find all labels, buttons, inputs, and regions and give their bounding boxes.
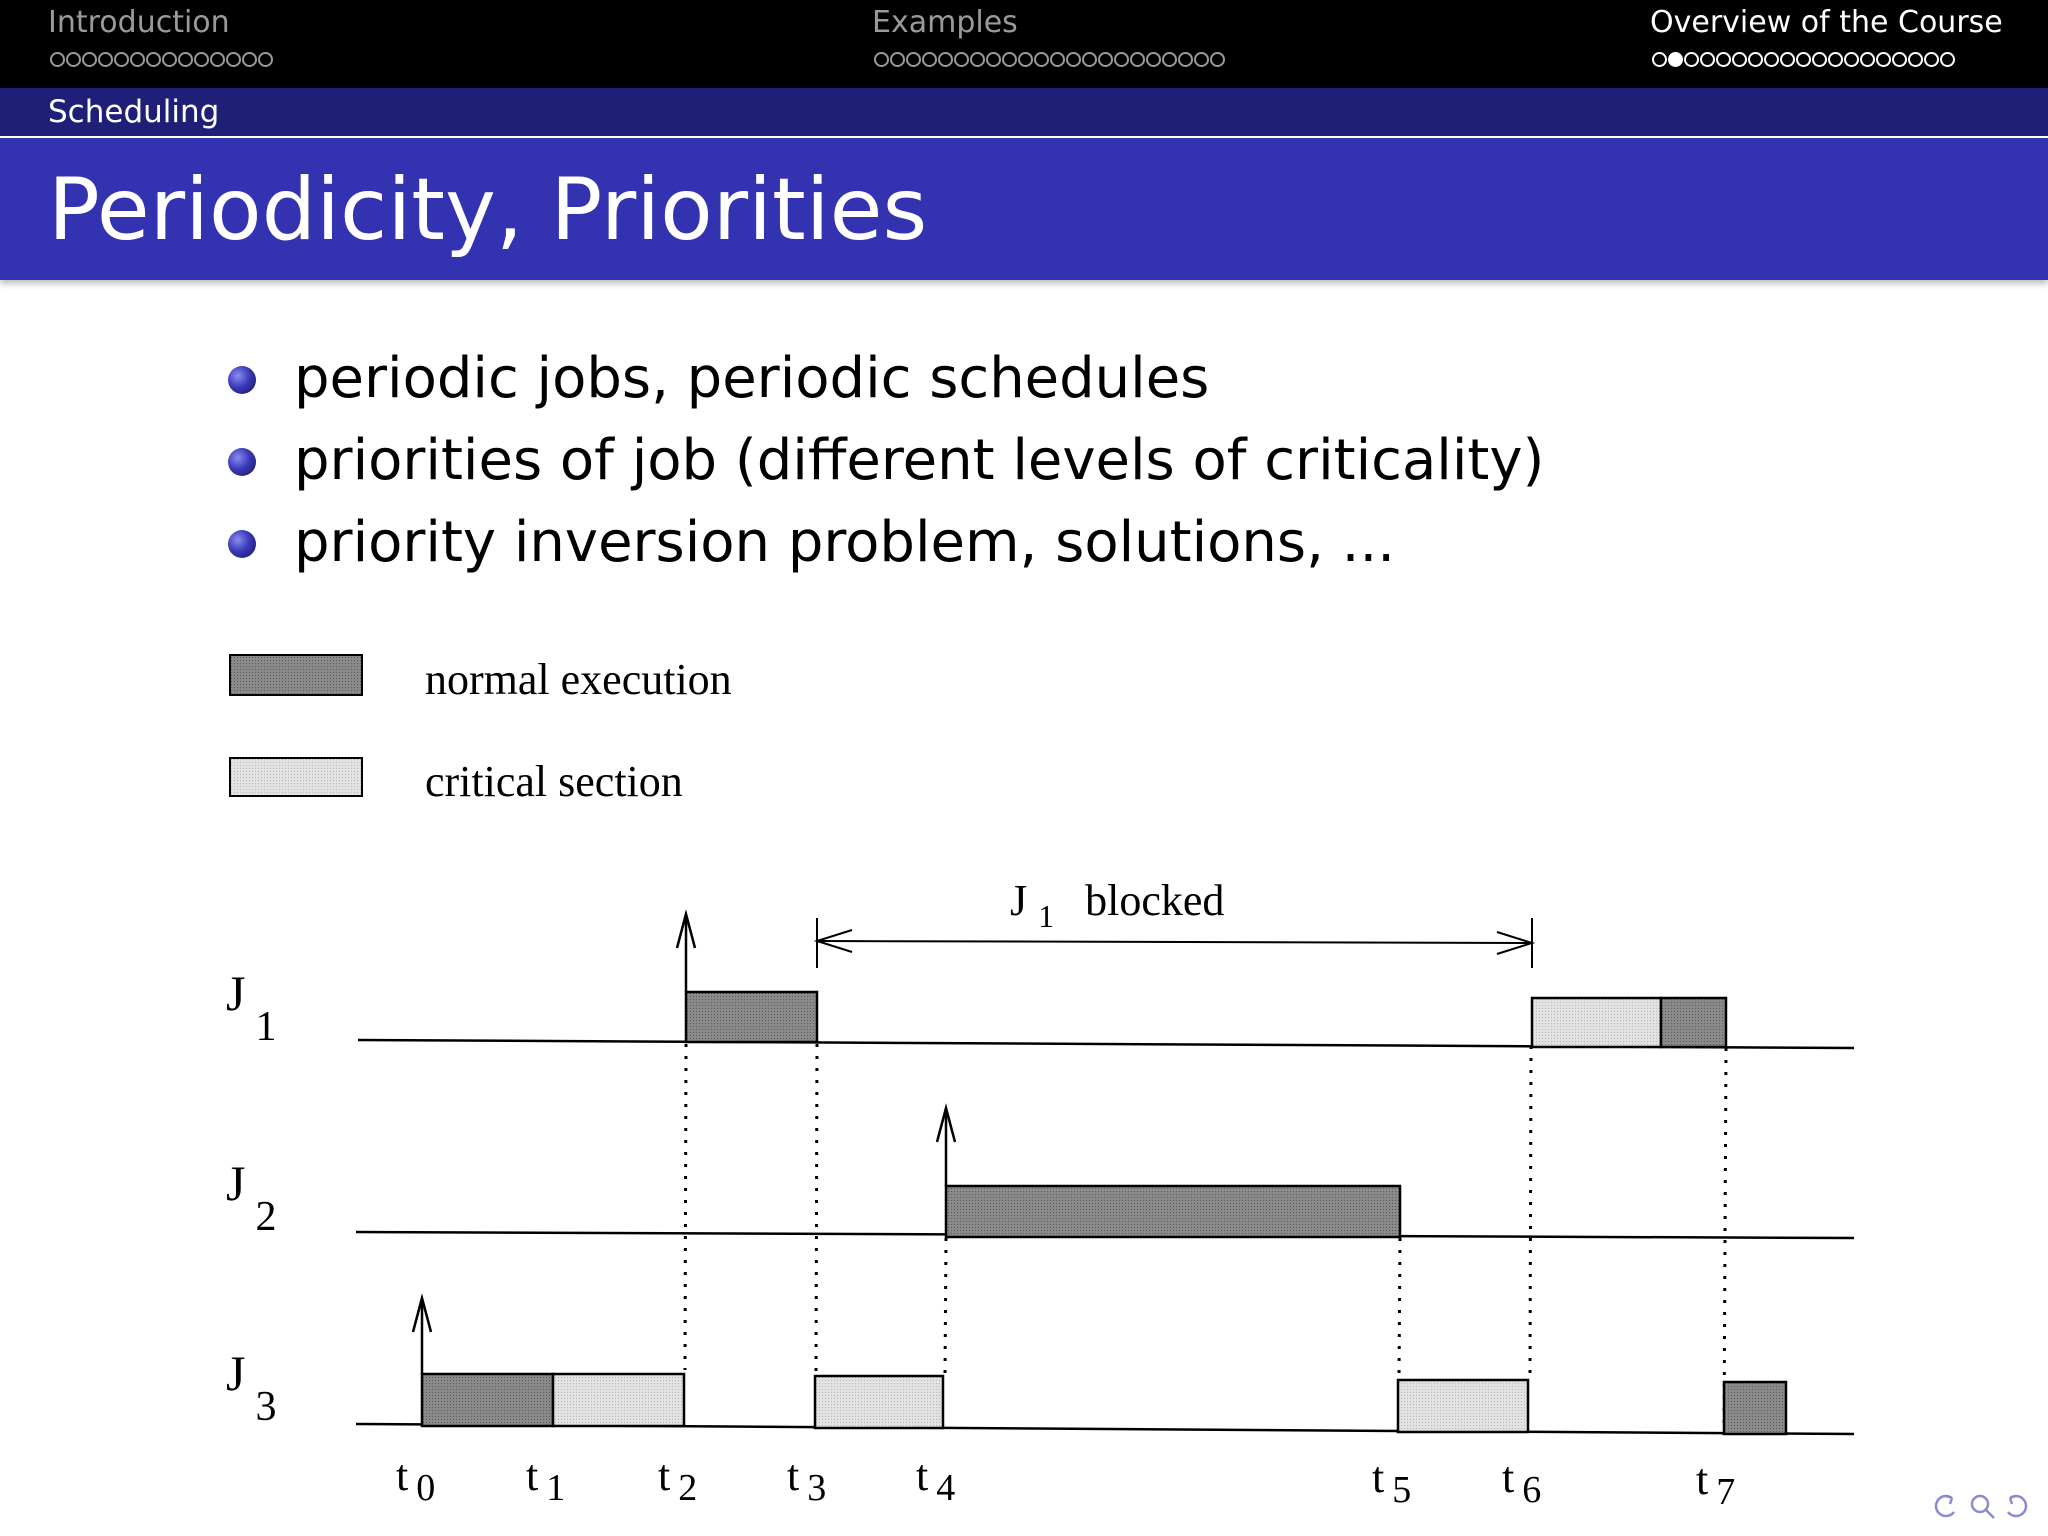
time-label-t3 [787,1451,826,1509]
legend-critical-label: critical section [425,757,683,806]
j3-critical-block-2 [815,1376,943,1428]
job-label-sub: 3 [255,1384,277,1430]
blocked-label-job: J [1010,876,1028,925]
nav-section-title[interactable]: Overview of the Course [1650,5,2003,40]
time-label-t2 [658,1451,697,1509]
dotted-line-t2 [685,1044,686,1370]
subsection-title[interactable]: Scheduling [48,94,220,130]
time-label-sub: 1 [546,1467,566,1509]
nav-section-title[interactable]: Introduction [48,5,230,40]
job-label-name: J [226,965,246,1021]
bullet-text: priorities of job (different levels of criticality) [294,428,1545,493]
job-label-j2 [226,1155,276,1240]
legend-normal-label: normal execution [425,655,732,704]
blocked-span-line [817,941,1532,943]
legend-normal-swatch [230,655,362,695]
time-label-main: t [787,1451,800,1500]
time-label-main: t [526,1451,539,1500]
time-label-main: t [396,1451,409,1500]
time-label-sub: 5 [1392,1469,1412,1511]
time-label-t4 [916,1451,955,1509]
dotted-line-t6 [1530,1046,1531,1380]
blocked-label-text: blocked [1085,876,1225,925]
frame-title: Periodicity, Priorities [48,160,928,260]
job-label-sub: 2 [255,1194,277,1240]
time-label-t5 [1372,1453,1411,1511]
time-label-main: t [1372,1453,1385,1502]
time-label-sub: 7 [1716,1471,1736,1513]
time-label-sub: 2 [678,1467,698,1509]
dotted-line-t3 [816,1044,817,1372]
time-label-t0 [396,1451,435,1509]
j1-normal-block-2 [1661,998,1726,1047]
job-label-sub: 1 [255,1004,277,1050]
search-icon[interactable] [1972,1496,1994,1518]
legend-critical-swatch [230,758,362,796]
time-label-sub: 4 [936,1467,956,1509]
dotted-line-t4 [945,1238,946,1374]
time-label-main: t [1696,1455,1709,1504]
time-label-t1 [526,1451,565,1509]
job-label-name: J [226,1345,246,1401]
dotted-line-t5 [1399,1238,1400,1378]
j1-critical-block [1532,998,1661,1047]
dotted-line-t7 [1724,1048,1726,1436]
time-label-main: t [1502,1453,1515,1502]
bullet-text: periodic jobs, periodic schedules [294,346,1210,411]
j2-normal-block [946,1186,1400,1237]
job-label-j1 [226,965,276,1050]
time-label-t7 [1696,1455,1735,1513]
j3-critical-block [553,1374,684,1426]
nav-section-title[interactable]: Examples [872,5,1018,40]
time-label-sub: 6 [1522,1469,1542,1511]
bullet-text: priority inversion problem, solutions, ... [294,510,1396,575]
time-label-main: t [658,1451,671,1500]
job-label-j3 [226,1345,276,1430]
j3-normal-block [422,1374,553,1426]
beamer-navigation [1926,1488,2036,1522]
blocked-label [1010,876,1224,937]
time-label-sub: 0 [416,1467,436,1509]
nav-back-icon[interactable] [1936,1496,1954,1516]
job-label-name: J [226,1155,246,1211]
j3-critical-block-3 [1398,1380,1528,1432]
time-label-main: t [916,1451,929,1500]
j1-normal-block [686,992,817,1042]
time-label-sub: 3 [807,1467,827,1509]
blocked-label-sub: 1 [1038,898,1055,934]
j3-normal-block-2 [1724,1382,1786,1434]
nav-forward-icon[interactable] [2008,1496,2026,1516]
time-label-t6 [1502,1453,1541,1511]
